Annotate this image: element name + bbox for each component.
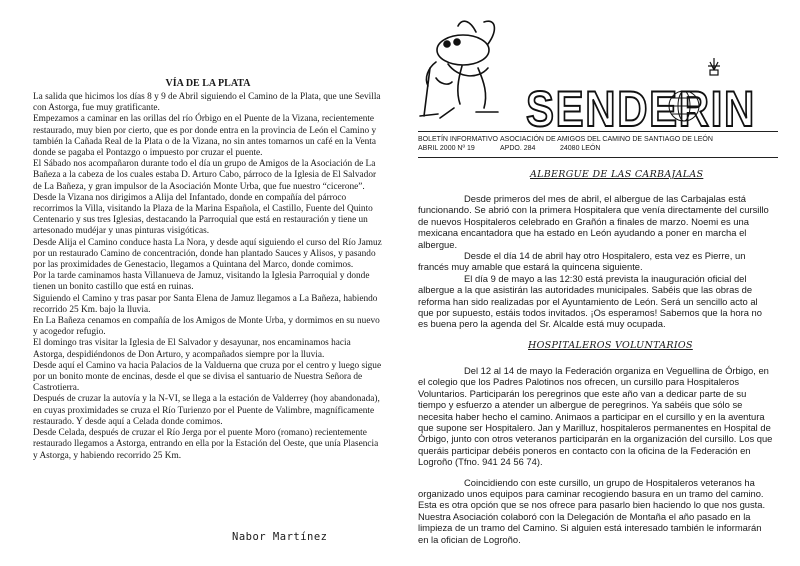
paragraph: Desde el día 14 de abril hay otro Hospitalero, esta vez es Pierre, un francés muy amable que estará la quincena siguiente. — [418, 250, 746, 273]
divider — [418, 131, 778, 132]
section-title: ALBERGUE DE LAS CARBAJALAS — [530, 169, 704, 180]
divider — [418, 157, 778, 158]
paragraph: Desde Alija el Camino conduce hasta La Nora, y desde aquí siguiendo el curso del Río Jamuz por un restaurado Camino de concentración, donde han plantado Sauces y Alisos, y pasando por las proximidades de Genestacio, llegamos a Quintana del Marco, donde comimos. — [33, 237, 382, 271]
paragraph: Desde primeros del mes de abril, el albergue de las Carbajalas está funcionando. Se abrió con la primera Hospitalera que venía directamente del cursillo de nuevos Hospitaleros celebrado en Grañón a finales de marzo. Noemi es una mexicana encantadora que ha estado en León ayudando a poner en marcha el albergue. — [418, 193, 769, 250]
star-icon — [708, 58, 720, 75]
masthead-logo — [418, 8, 778, 138]
city-label: 24080 LEÓN — [560, 144, 601, 152]
association-name: ASOCIACIÓN DE AMIGOS DEL CAMINO DE SANTIAGO DE LEÓN — [500, 136, 713, 143]
paragraph: Desde la Vizana nos dirigimos a Alija del Infantado, donde en compañía del párroco recorrimos la Villa, visitando la Plaza de la Marina Española, el Castillo, Fuente del Quinto Centenario y sus tres Iglesias, destacando la Parroquial que está en restauración y tiene un artesonado mudéjar y unas pinturas visigóticas. — [33, 192, 373, 237]
section-body — [418, 193, 774, 330]
pilgrim-cartoon-icon — [420, 21, 498, 118]
paragraph: En La Bañeza cenamos en compañía de los Amigos de Monte Urba, y dormimos en su nuevo y acogedor refugio. — [33, 316, 380, 338]
paragraph: Desde aquí el Camino va hacia Palacios de la Valduerna que cruza por el centro y luego sigue por un bonito monte de encinas, desde el que se divisa el santuario de Nuestra Señora de Castrotierra. — [33, 360, 382, 394]
paragraph: Después de cruzar la autovía y la N-VI, se llega a la estación de Valderrey (hoy abandonada), en cuyas proximidades se cruza el Río Turienzo por el Puente de Valimbre, magníficamente restaurado. Y desde aquí a Celada donde comimos. — [33, 394, 380, 427]
logo-text: SENDERIN — [526, 81, 756, 137]
masthead-info — [418, 136, 778, 153]
paragraph: El Sábado nos acompañaron durante todo el día un grupo de Amigos de la Asociación de La Bañeza a la cabeza de los cuales estaba D. Arturo Cabo, párroco de la Iglesia de El Salvador de La Bañeza, y gran impulsor de la Asociación Monte Urba, que fue nuestro “cicerone”. — [33, 159, 377, 192]
paragraph: Del 12 al 14 de mayo la Federación organiza en Veguellina de Órbigo, en el colegio que los Padres Palotinos nos ofrecen, un cursillo para Hospitaleros Voluntarios. Participarán los peregrinos que este año van a dedicar parte de su tiempo y esfuerzo a atender un albergue de peregrinos. Ya sabéis que sólo se necesita haber hecho el camino. Animaos a participar en el cursillo y en la aventura que supone ser Hospitalero. Jan y Marilluz, hospitaleros permanentes en Hospital de Órbigo, junto con otros veteranos participarán en la organización del cursillo. Los que queráis participar debéis poneros en contacto con la oficina de la Federación en Logroño (Tfno. 941 24 56 74). — [418, 365, 773, 468]
paragraph: Coincidiendo con este cursillo, un grupo de Hospitaleros veteranos ha organizado unos equipos para caminar recogiendo basura en un tramo del camino. Esta es otra opción que se nos ofrece para pasarlo bien haciendo lo que nos gusta. Nuestra Asociación colaboró con la Delegación de Montaña el año pasado en la limpieza de un tramo del Camino. Si alguien está interesado también le informarán en la ofician de Logroño. — [418, 476, 766, 545]
paragraph: La salida que hicimos los días 8 y 9 de Abril siguiendo el Camino de la Plata, que une Sevilla con Astorga, fue muy gratificante. — [33, 92, 381, 114]
paragraph: Desde Celada, después de cruzar el Río Jerga por el puente Moro (romano) recientemente restaurado llegamos a Astorga, entrando en ella por la Estación del Oeste, que unía Plasencia y Astorga, y habiendo recorrido 25 Km. — [33, 428, 379, 461]
masthead — [418, 8, 778, 138]
section-body — [418, 365, 774, 545]
paragraph: Empezamos a caminar en las orillas del río Órbigo en el Puente de la Vizana, recientemente restaurado, muy bien por cierto, que es por donde entra en la provincia de León el Camino y también la Cañada Real de la Plata o de la Vizana, no sin antes tomarnos un café en la Venta donde se pagaba el Pontazgo o impuesto por cruzar el puente. — [33, 114, 377, 159]
article-title: VÍA DE LA PLATA — [165, 78, 251, 89]
author-signature: Nabor Martínez — [232, 531, 328, 543]
issue-label: ABRIL 2000 Nº 19 — [418, 144, 475, 152]
left-column — [33, 78, 383, 462]
apdo-label: APDO. 284 — [500, 144, 536, 152]
boletin-label: BOLETÍN INFORMATIVO — [418, 136, 498, 143]
section-title: HOSPITALEROS VOLUNTARIOS — [528, 340, 693, 351]
paragraph: Por la tarde caminamos hasta Villanueva de Jamuz, visitando la Iglesia Parroquial y donde tienen un bonito castillo que está en ruinas. — [33, 271, 370, 293]
paragraph: El día 9 de mayo a las 12:30 está prevista la inauguración oficial del albergue a la que asistirán las autoridades municipales. Sabéis que las obras de reforma han sido realizadas por el Ayuntamiento de León. Será un sencillo acto al que por supuesto, estáis todos invitados. ¡Os esperamos! Sabemos que la hora no es buena pero la agenda del Sr. Alcalde está muy ocupada. — [418, 272, 762, 330]
paragraph: El domingo tras visitar la Iglesia de El Salvador y desayunar, nos encaminamos hacia Astorga, despidiéndonos de Don Arturo, y acompañados siempre por la lluvia. — [33, 338, 351, 360]
paragraph: Siguiendo el Camino y tras pasar por Santa Elena de Jamuz llegamos a La Bañeza, habiendo recorrido 25 Km. bajo la lluvia. — [33, 293, 378, 315]
